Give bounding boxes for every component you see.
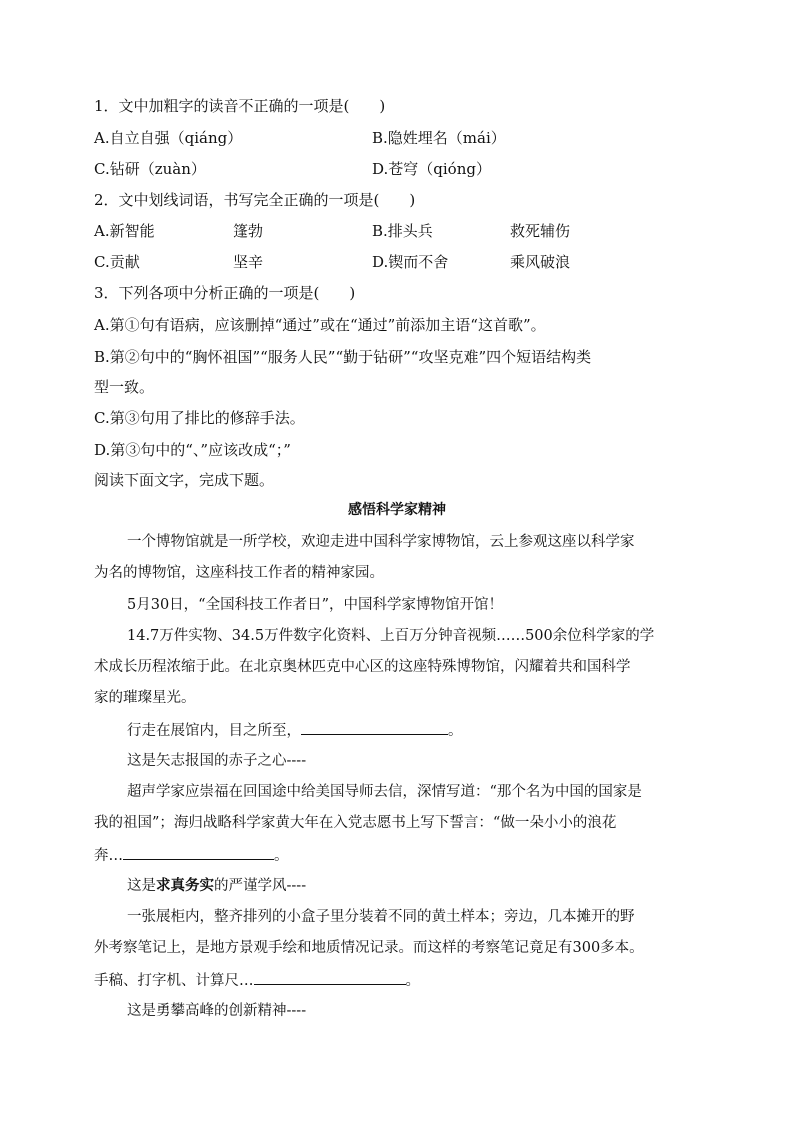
article-paragraph-3-line-1: 14.7万件实物、34.5万件数字化资料、上百万分钟音视频……500余位科学家的学 — [127, 628, 655, 644]
article-paragraph-8-line-3 — [94, 970, 420, 991]
q2-option-c-word2: 坚辛 — [233, 253, 264, 271]
q1-option-d: D.苍穹（qióng） — [372, 160, 491, 178]
article-heading-rigor — [127, 876, 306, 896]
article-paragraph-6-text: 奔… — [94, 848, 123, 864]
article-paragraph-8-line-2: 外考察笔记上，是地方景观手绘和地质情况记录。而这样的考察笔记竟足有300多本。 — [94, 940, 644, 956]
q3-stem: 3．下列各项中分析正确的一项是( ) — [94, 284, 356, 302]
article-paragraph-8-end: 。 — [405, 973, 420, 989]
article-paragraph-6-line-1: 超声学家应崇福在回国途中给美国导师去信，深情写道：“那个名为中国的国家是 — [127, 784, 642, 800]
article-paragraph-6-end: 。 — [274, 848, 289, 864]
article-paragraph-1-line-2: 为名的博物馆，这座科技工作者的精神家园。 — [94, 565, 384, 581]
article-heading-innovation: 这是勇攀高峰的创新精神---- — [127, 1003, 307, 1019]
article-paragraph-6-line-2: 我的祖国”；海归战略科学家黄大年在入党志愿书上写下誓言：“做一朵小小的浪花 — [94, 815, 617, 831]
article-paragraph-2: 5月30日，“全国科技工作者日”，中国科学家博物馆开馆！ — [127, 597, 503, 613]
q1-option-c: C.钻研（zuàn） — [94, 160, 206, 178]
reading-intro: 阅读下面文字，完成下题。 — [94, 471, 275, 489]
q2-option-a-word1: A.新智能 — [94, 222, 155, 240]
q3-option-a: A.第①句有语病，应该删掉“通过”或在“通过”前添加主语“这首歌”。 — [94, 316, 546, 334]
q2-option-a-word2: 篷勃 — [233, 222, 264, 240]
article-heading-rigor-bold: 求真务实 — [156, 877, 214, 894]
fill-in-blank-2[interactable] — [123, 845, 274, 860]
q2-option-d-word1: D.锲而不舍 — [372, 253, 449, 271]
fill-in-blank-3[interactable] — [254, 970, 406, 985]
article-title: 感悟科学家精神 — [348, 502, 446, 518]
q3-option-b-line2: 型一致。 — [94, 378, 155, 396]
article-paragraph-3-line-3: 家的璀璨星光。 — [94, 690, 196, 706]
q1-option-b: B.隐姓埋名（mái） — [372, 129, 506, 147]
article-paragraph-4-text: 行走在展馆内，目之所至， — [127, 723, 301, 739]
article-paragraph-3-line-2: 术成长历程浓缩于此。在北京奥林匹克中心区的这座特殊博物馆，闪耀着共和国科学 — [94, 659, 631, 675]
q1-option-a: A.自立自强（qiáng） — [94, 129, 243, 147]
q2-option-b-word1: B.排头兵 — [372, 222, 433, 240]
article-paragraph-1-line-1: 一个博物馆就是一所学校，欢迎走进中国科学家博物馆，云上参观这座以科学家 — [127, 534, 635, 550]
q2-option-b-word2: 救死辅伤 — [510, 222, 571, 240]
q2-stem: 2．文中划线词语，书写完全正确的一项是( ) — [94, 191, 416, 209]
article-heading-rigor-pre: 这是 — [127, 878, 156, 894]
article-paragraph-4-end: 。 — [448, 723, 463, 739]
article-paragraph-4 — [127, 720, 463, 741]
article-heading-rigor-post: 的严谨学风---- — [214, 878, 307, 894]
q3-option-d: D.第③句中的“、”应该改成“；” — [94, 441, 291, 459]
article-heading-patriotism: 这是矢志报国的赤子之心---- — [127, 753, 307, 769]
article-paragraph-8-text: 手稿、打字机、计算尺… — [94, 973, 254, 989]
q2-option-d-word2: 乘风破浪 — [510, 253, 571, 271]
q1-stem: 1．文中加粗字的读音不正确的一项是( ) — [94, 97, 386, 115]
fill-in-blank-1[interactable] — [301, 720, 448, 735]
article-paragraph-6-line-3 — [94, 845, 289, 866]
q2-option-c-word1: C.贡献 — [94, 253, 140, 271]
q3-option-c: C.第③句用了排比的修辞手法。 — [94, 409, 305, 427]
q3-option-b-line1: B.第②句中的“胸怀祖国”“服务人民”“勤于钻研”“攻坚克难”四个短语结构类 — [94, 348, 592, 366]
article-paragraph-8-line-1: 一张展柜内，整齐排列的小盒子里分装着不同的黄土样本；旁边，几本摊开的野 — [127, 909, 635, 925]
